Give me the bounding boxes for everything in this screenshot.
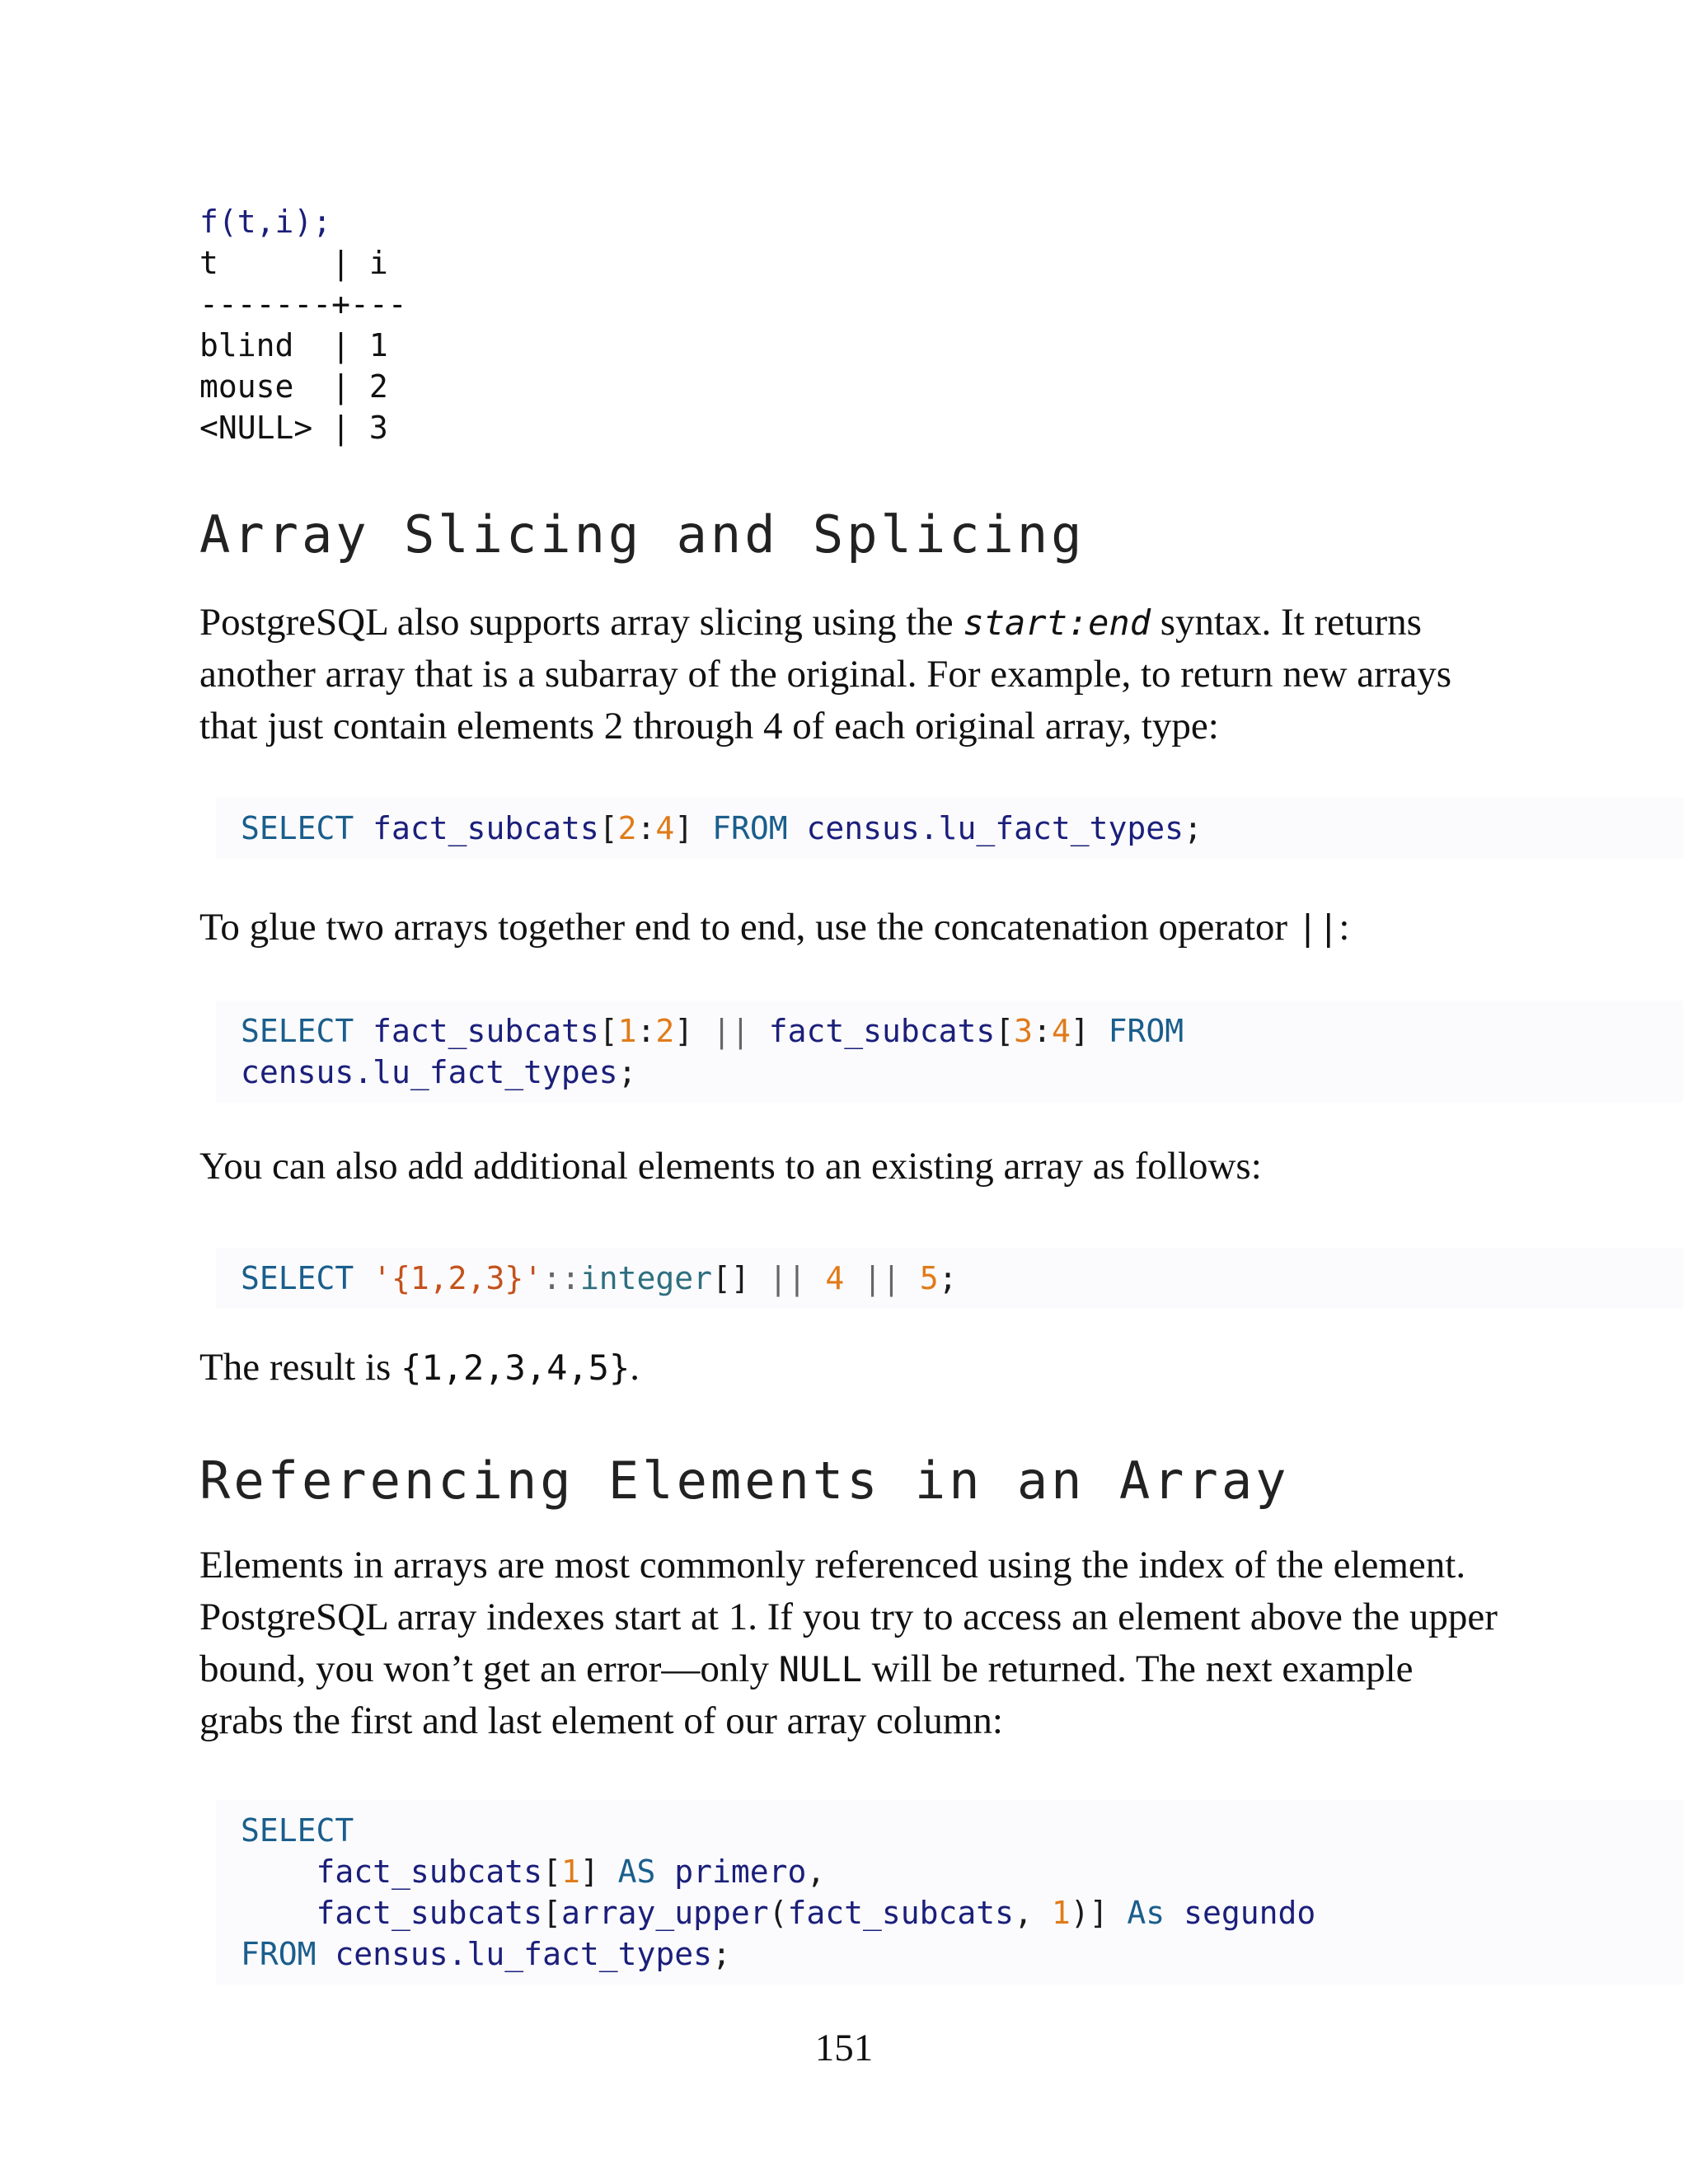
sql-punct: ( [768, 1895, 788, 1931]
sql-number: 2 [617, 810, 637, 846]
sql-punct: ] [1070, 1013, 1090, 1049]
sql-number: 5 [919, 1260, 939, 1296]
sql-punct: ) [1070, 1895, 1090, 1931]
sql-punct: : [1033, 1013, 1052, 1049]
sql-punct: , [806, 1854, 826, 1890]
sql-number: 4 [1051, 1013, 1071, 1049]
sql-punct: ; [711, 1936, 731, 1972]
sql-number: 1 [617, 1013, 637, 1049]
paragraph-referencing-intro [199, 1540, 1502, 1747]
sql-punct: : [636, 1013, 656, 1049]
paragraph-result [199, 1342, 1502, 1394]
sql-punct: ] [579, 1854, 599, 1890]
sql-keyword: SELECT [241, 810, 354, 846]
sql-keyword: FROM [241, 1936, 316, 1972]
query-output [199, 201, 407, 448]
sql-keyword: FROM [712, 810, 788, 846]
output-line: f(t,i); [199, 204, 332, 240]
sql-operator: || [863, 1260, 901, 1296]
sql-identifier: fact_subcats [316, 1854, 543, 1890]
sql-operator: :: [542, 1260, 580, 1296]
sql-punct: : [636, 810, 656, 846]
sql-punct: [ [542, 1895, 561, 1931]
sql-type: integer [579, 1260, 712, 1296]
sql-punct: [] [712, 1260, 750, 1296]
page-number: 151 [814, 2027, 874, 2069]
sql-identifier: census.lu_fact_types [241, 1054, 618, 1090]
code-block-first-last [216, 1800, 1683, 1985]
paragraph-text: To glue two arrays together end to end, use the concatenation operator [199, 906, 1297, 949]
sql-identifier: segundo [1184, 1895, 1316, 1931]
sql-number: 1 [560, 1854, 580, 1890]
sql-keyword: SELECT [241, 1812, 354, 1849]
sql-punct: , [1014, 1895, 1033, 1931]
section-heading-array-slicing: Array Slicing and Splicing [199, 504, 1085, 565]
sql-punct: ; [1184, 810, 1203, 846]
sql-operator: || [712, 1013, 750, 1049]
sql-number: 3 [1014, 1013, 1034, 1049]
sql-punct: ] [674, 1013, 694, 1049]
section-heading-referencing-elements: Referencing Elements in an Array [199, 1451, 1290, 1511]
paragraph-slicing-intro [199, 597, 1502, 752]
inline-code-result: {1,2,3,4,5} [401, 1347, 631, 1388]
paragraph-text: . [630, 1346, 640, 1389]
paragraph-text: Elements in arrays are most commonly referenced using the index of the element. PostgreSQL array indexes start at 1. If you try to access an element above the upper bound, you won’t get an error—only [199, 1544, 1498, 1690]
paragraph-concatenation [199, 902, 1502, 954]
paragraph-text: syntax. It returns another array that is a subarray of the original. For example, to return new arrays that just contain elements 2 through 4 of each original array, type: [199, 601, 1452, 748]
code-block-concat [216, 1001, 1683, 1103]
output-line: mouse | 2 [199, 368, 388, 405]
output-line: blind | 1 [199, 327, 388, 363]
sql-identifier: fact_subcats [768, 1013, 996, 1049]
sql-keyword: AS [617, 1854, 656, 1890]
sql-punct: [ [542, 1854, 561, 1890]
sql-punct: ; [617, 1054, 637, 1090]
sql-identifier: census.lu_fact_types [335, 1936, 712, 1972]
sql-identifier: census.lu_fact_types [806, 810, 1184, 846]
sql-string: '{1,2,3}' [373, 1260, 543, 1296]
sql-keyword: As [1127, 1895, 1165, 1931]
output-line: -------+--- [199, 286, 407, 322]
sql-number: 1 [1051, 1895, 1071, 1931]
sql-operator: || [768, 1260, 807, 1296]
sql-identifier: fact_subcats [787, 1895, 1015, 1931]
paragraph-add-elements: You can also add additional elements to an existing array as follows: [199, 1145, 1262, 1188]
sql-identifier: fact_subcats [373, 810, 599, 846]
sql-keyword: SELECT [241, 1013, 354, 1049]
sql-punct: [ [598, 810, 618, 846]
sql-keyword: SELECT [241, 1260, 354, 1296]
sql-punct: [ [995, 1013, 1015, 1049]
sql-punct: ] [674, 810, 694, 846]
code-block-append [216, 1248, 1683, 1309]
output-line: <NULL> | 3 [199, 410, 388, 446]
sql-punct: ; [938, 1260, 958, 1296]
sql-number: 2 [655, 1013, 675, 1049]
output-line: t | i [199, 245, 388, 281]
sql-identifier: fact_subcats [373, 1013, 599, 1049]
sql-function: array_upper [560, 1895, 769, 1931]
sql-punct: ] [1089, 1895, 1109, 1931]
paragraph-text: : [1339, 906, 1350, 949]
paragraph-text: The result is [199, 1346, 401, 1389]
paragraph-text: PostgreSQL also supports array slicing using the [199, 601, 964, 644]
sql-number: 4 [825, 1260, 845, 1296]
sql-number: 4 [655, 810, 675, 846]
paragraph-text: will be returned. The next example grabs the first and last element of our array column: [199, 1647, 1414, 1742]
inline-code-start-end: start:end [963, 602, 1151, 643]
code-block-slice [216, 798, 1683, 859]
inline-code-concat-operator: || [1296, 907, 1339, 948]
sql-identifier: fact_subcats [316, 1895, 543, 1931]
sql-identifier: primero [674, 1854, 807, 1890]
sql-punct: [ [598, 1013, 618, 1049]
sql-keyword: FROM [1108, 1013, 1184, 1049]
inline-code-null: NULL [778, 1649, 862, 1690]
